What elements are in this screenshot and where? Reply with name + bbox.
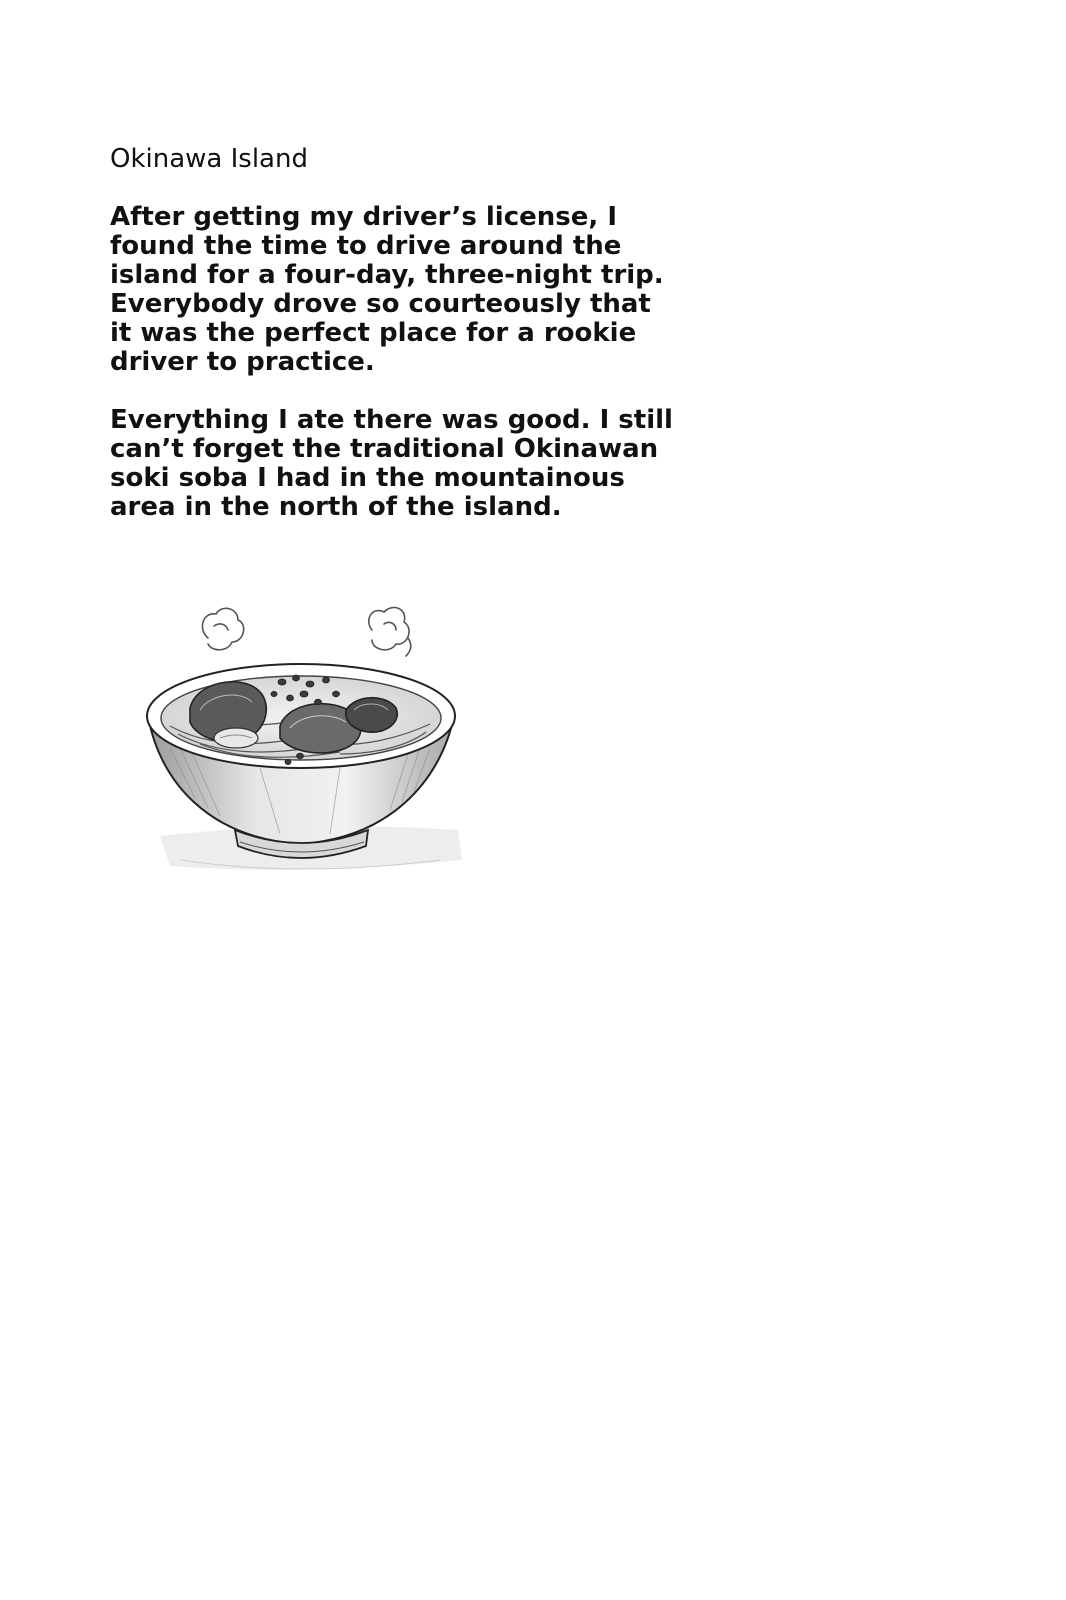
soki-soba-bowl-icon	[140, 598, 470, 888]
fish-cake	[214, 728, 258, 748]
paragraph-line: Everything I ate there was good. I still	[110, 405, 673, 435]
paragraph-line: Everybody drove so courteously that	[110, 289, 651, 319]
page-title: Okinawa Island	[110, 144, 308, 174]
paragraph-line: it was the perfect place for a rookie	[110, 318, 637, 348]
paragraph-line: After getting my driver’s license, I	[110, 202, 617, 232]
paragraph-driving	[110, 203, 664, 377]
paragraph-line: soki soba I had in the mountainous	[110, 463, 625, 493]
steam-icon	[202, 607, 410, 656]
paragraph-line: found the time to drive around the	[110, 231, 622, 261]
paragraph-food	[110, 406, 673, 522]
paragraph-line: driver to practice.	[110, 347, 375, 377]
paragraph-line: area in the north of the island.	[110, 492, 562, 522]
paragraph-line: can’t forget the traditional Okinawan	[110, 434, 659, 464]
paragraph-line: island for a four-day, three-night trip.	[110, 260, 664, 290]
